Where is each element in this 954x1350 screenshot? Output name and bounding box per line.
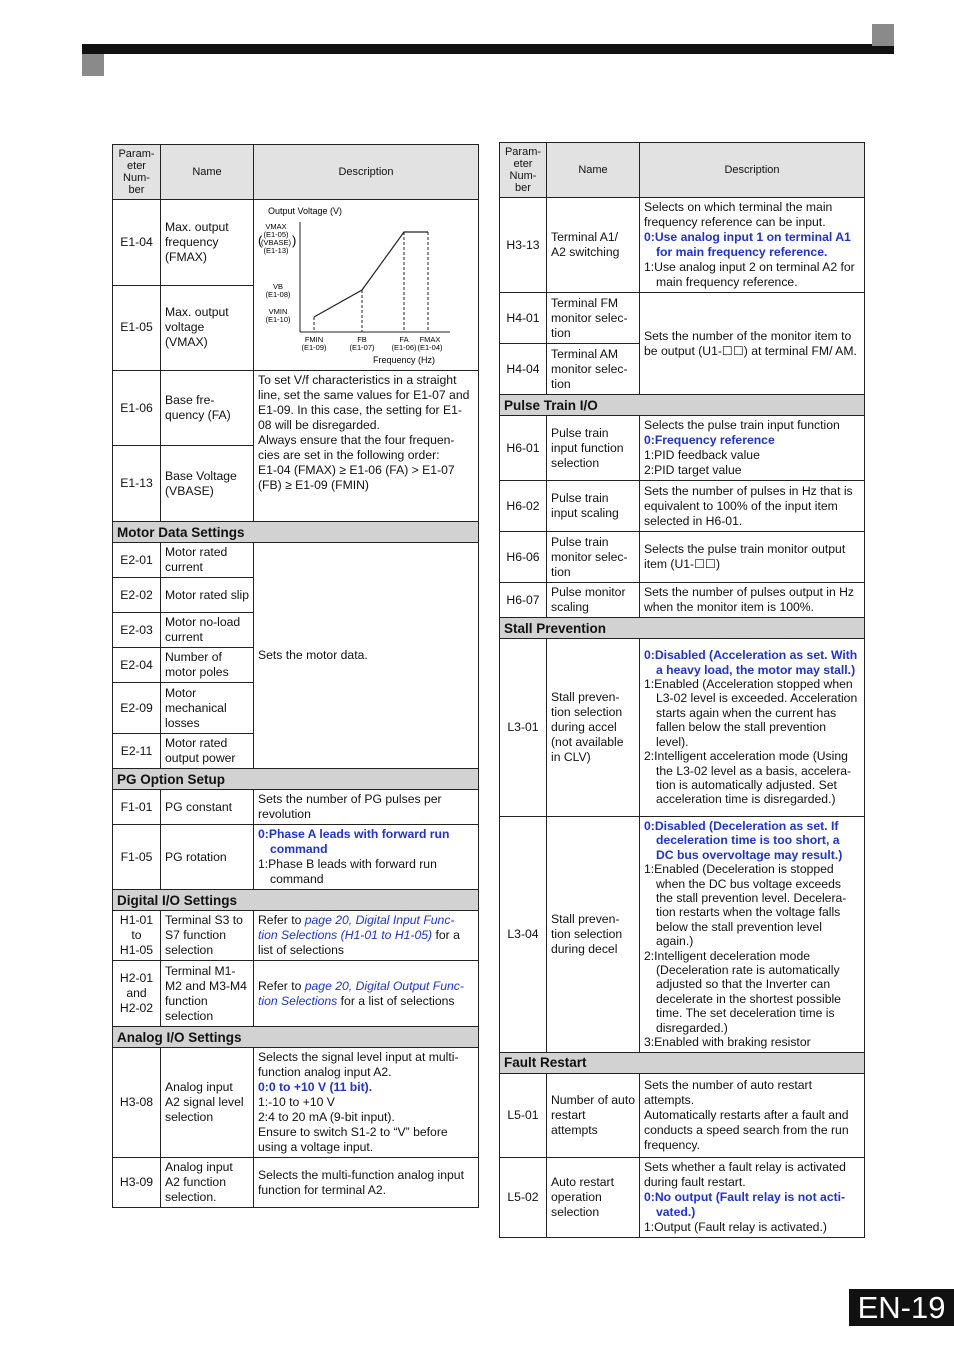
desc-line: Selects on which terminal the main frequency reference can be input. (644, 200, 833, 229)
param-name: Max. output frequency (FMAX) (161, 200, 254, 286)
ref-prefix: Refer to (258, 978, 305, 993)
desc-line: Selects the pulse train input function (644, 418, 840, 432)
param-name: Terminal M1-M2 and M3-M4 function selection (161, 961, 254, 1027)
param-description (640, 1073, 865, 1157)
header-marker-right (872, 24, 894, 46)
param-name: Terminal AM monitor selec-tion (547, 344, 640, 395)
right-paren: ) (292, 233, 297, 248)
header-description: Description (254, 145, 479, 200)
fa-label: FA (399, 335, 409, 344)
option: 2:PID target value (644, 463, 742, 477)
vb-param: (E1-08) (265, 290, 291, 299)
fa-param: (E1-06) (391, 343, 417, 352)
page-link[interactable]: page 20, Digital Input Func-tion Selections (H1-01 to H1-05) (258, 913, 455, 942)
param-name: Motor mechanical losses (161, 683, 254, 734)
param-name: Stall preven-tion selection during accel (not available in CLV) (547, 639, 640, 817)
header-param-number: Param- eter Num- ber (500, 143, 547, 198)
section-pg-option: PG Option Setup (113, 769, 479, 790)
param-name: Motor rated current (161, 543, 254, 578)
param-number: E2-01 (113, 543, 161, 578)
right-parameter-table (499, 142, 865, 1238)
x-tick-labels (301, 335, 443, 352)
x-axis-label: Frequency (Hz) (372, 355, 436, 365)
param-number: E1-04 (113, 200, 161, 286)
param-number: H4-04 (500, 344, 547, 395)
param-description (254, 911, 479, 961)
param-number: H6-06 (500, 532, 547, 583)
left-parameter-table (112, 144, 479, 1208)
param-number: H6-02 (500, 481, 547, 532)
desc-line: Sets the number of auto restart attempts. (644, 1077, 813, 1107)
param-number: H6-07 (500, 583, 547, 618)
option: 2:Intelligent deceleration mode (Deceleration rate is automatically adjusted so that the Inverter can decelerate in the shortest possible time. The set deceleration time is disregarded.) (644, 948, 841, 1035)
param-number: L5-02 (500, 1157, 547, 1237)
vbase-param: (E1-13) (263, 246, 289, 255)
param-number: H6-01 (500, 416, 547, 481)
param-name: Stall preven-tion selection during decel (547, 817, 640, 1053)
param-number: E1-06 (113, 371, 161, 446)
param-name: Max. output voltage (VMAX) (161, 285, 254, 371)
param-number: E2-03 (113, 613, 161, 648)
param-description (640, 198, 865, 293)
vmax-label: VMAX (265, 222, 287, 231)
default-option: 0:Frequency reference (644, 433, 775, 447)
fmax-label: FMAX (419, 335, 441, 344)
motor-data-description: Sets the motor data. (254, 543, 479, 769)
param-description (254, 825, 479, 890)
default-option: 0:Phase A leads with forward run command (258, 827, 450, 856)
left-paren: ( (258, 233, 263, 248)
param-number: F1-05 (113, 825, 161, 890)
default-option: 0:Use analog input 1 on terminal A1 for main frequency reference. (644, 230, 851, 259)
section-digital-io: Digital I/O Settings (113, 890, 479, 911)
ref-prefix: Refer to (258, 913, 305, 927)
param-description (640, 639, 865, 817)
desc-line: Automatically restarts after a fault and conducts a speed search from the run frequency. (644, 1107, 849, 1152)
param-name: Motor rated output power (161, 734, 254, 769)
param-number: H3-09 (113, 1158, 161, 1208)
header-description: Description (640, 143, 865, 198)
param-description (640, 1157, 865, 1237)
option: 2:4 to 20 mA (9-bit input). (258, 1110, 395, 1124)
fb-label: FB (357, 335, 367, 344)
fmin-label: FMIN (304, 335, 324, 344)
param-name: Analog input A2 signal level selection (161, 1048, 254, 1158)
option: 1:Enabled (Acceleration stopped when L3-02 level is exceeded. Acceleration starts again when the current has fallen below the stall prevention level). (644, 677, 858, 749)
param-name: Terminal A1/ A2 switching (547, 198, 640, 293)
fmax-param: (E1-04) (417, 343, 443, 352)
param-description: Selects the multi-function analog input function for terminal A2. (254, 1158, 479, 1208)
param-description (640, 817, 865, 1053)
param-number: E2-02 (113, 578, 161, 613)
param-name: Pulse train input function selection (547, 416, 640, 481)
y-axis-label: Output Voltage (V) (268, 206, 343, 216)
header-marker-left (82, 54, 104, 76)
param-name: Pulse monitor scaling (547, 583, 640, 618)
param-number: H2-01 and H2-02 (113, 961, 161, 1027)
param-name: Pulse train monitor selec-tion (547, 532, 640, 583)
param-name: PG constant (161, 790, 254, 825)
section-stall-prevention: Stall Prevention (500, 618, 865, 639)
param-name: Pulse train input scaling (547, 481, 640, 532)
vmax-param: (E1-05) (263, 230, 289, 239)
default-option: 0:Disabled (Acceleration as set. With a heavy load, the motor may stall.) (644, 648, 858, 677)
param-name: Motor no-load current (161, 613, 254, 648)
vmin-label: VMIN (268, 307, 288, 316)
param-number: E1-05 (113, 285, 161, 371)
option: 1:PID feedback value (644, 448, 760, 462)
param-description (254, 1048, 479, 1158)
option: 1:Phase B leads with forward run command (258, 857, 437, 886)
param-number: E2-04 (113, 648, 161, 683)
option: 1:Output (Fault relay is activated.) (644, 1219, 827, 1234)
vb-label: VB (272, 282, 284, 291)
param-number: H4-01 (500, 293, 547, 344)
default-option: 0:0 to +10 V (11 bit). (258, 1080, 373, 1094)
param-description (640, 416, 865, 481)
page-number: EN-19 (849, 1289, 954, 1326)
option: 1:Use analog input 2 on terminal A2 for main frequency reference. (644, 260, 855, 289)
param-description: Sets the number of PG pulses per revolution (254, 790, 479, 825)
param-description: Sets the number of pulses in Hz that is equivalent to 100% of the input item selected in H6-01. (640, 481, 865, 532)
param-name: Base Voltage (VBASE) (161, 446, 254, 522)
fmin-param: (E1-09) (301, 343, 327, 352)
header-bar (82, 44, 894, 54)
param-number: H3-08 (113, 1048, 161, 1158)
param-description: Selects the pulse train monitor output item (U1-☐☐) (640, 532, 865, 583)
vmin-param: (E1-10) (265, 315, 291, 324)
param-number: F1-01 (113, 790, 161, 825)
param-description: Sets the number of pulses output in Hz when the monitor item is 100%. (640, 583, 865, 618)
param-number: H3-13 (500, 198, 547, 293)
default-option: 0:Disabled (Deceleration as set. If deceleration time is too short, a DC bus overvoltage may result.) (644, 819, 843, 862)
param-name: Terminal S3 to S7 function selection (161, 911, 254, 961)
option: 2:Intelligent acceleration mode (Using the L3-02 level as a basis, accelera-tion is automatically adjusted. Set acceleration time is disregarded.) (644, 749, 852, 807)
param-name: Terminal FM monitor selec-tion (547, 293, 640, 344)
section-pulse-train: Pulse Train I/O (500, 395, 865, 416)
ref-suffix: for a list of selections (337, 993, 455, 1008)
param-name: Motor rated slip (161, 578, 254, 613)
vf-description: To set V/f characteristics in a straight line, set the same values for E1-07 and E1-09. In this case, the setting for E1-08 will be disregarded. Always ensure that the four frequen-cies are set in the following order: E1-04 (FMAX) ≥ E1-06 (FA) > E1-07 (FB) ≥ E1-09 (FMIN) (254, 371, 479, 522)
vf-characteristic-graph (254, 200, 478, 370)
param-number: E2-11 (113, 734, 161, 769)
param-name: Auto restart operation selection (547, 1157, 640, 1237)
monitor-description: Sets the number of the monitor item to be output (U1-☐☐) at terminal FM/ AM. (640, 293, 865, 395)
section-fault-restart: Fault Restart (500, 1052, 865, 1073)
desc-line: Selects the signal level input at multi-function analog input A2. (258, 1050, 459, 1079)
ref-suffix: for a list of selections (258, 928, 460, 957)
y-tick-labels (261, 222, 292, 324)
desc-note: Ensure to switch S1-2 to “V” before using a voltage input. (258, 1125, 448, 1154)
param-name: Number of auto restart attempts (547, 1073, 640, 1157)
param-number: E2-09 (113, 683, 161, 734)
vf-curve (314, 232, 428, 317)
param-number: E1-13 (113, 446, 161, 522)
header-name: Name (161, 145, 254, 200)
option: 1:-10 to +10 V (258, 1095, 335, 1109)
header-param-number: Param- eter Num- ber (113, 145, 161, 200)
param-name: Base fre-quency (FA) (161, 371, 254, 446)
desc-line: Sets whether a fault relay is activated during fault restart. (644, 1159, 846, 1189)
page-link[interactable]: page 20, Digital Output Func-tion Selections (258, 978, 464, 1008)
param-number: H1-01 to H1-05 (113, 911, 161, 961)
param-number: L5-01 (500, 1073, 547, 1157)
option: 3:Enabled with braking resistor (644, 1035, 811, 1050)
section-motor-data: Motor Data Settings (113, 522, 479, 543)
header-name: Name (547, 143, 640, 198)
vbase-label: (VBASE) (260, 238, 292, 247)
param-number: L3-04 (500, 817, 547, 1053)
param-name: Analog input A2 function selection. (161, 1158, 254, 1208)
section-analog-io: Analog I/O Settings (113, 1027, 479, 1048)
param-description (254, 961, 479, 1027)
param-number: L3-01 (500, 639, 547, 817)
param-name: PG rotation (161, 825, 254, 890)
option: 1:Enabled (Deceleration is stopped when the DC bus voltage exceeds the stall prevention level. Decelera-tion restarts when the voltage falls below the stall prevention level again.) (644, 862, 847, 949)
fb-param: (E1-07) (349, 343, 375, 352)
vf-graph-cell (254, 200, 479, 371)
param-name: Number of motor poles (161, 648, 254, 683)
default-option: 0:No output (Fault relay is not acti-vated.) (644, 1189, 846, 1219)
